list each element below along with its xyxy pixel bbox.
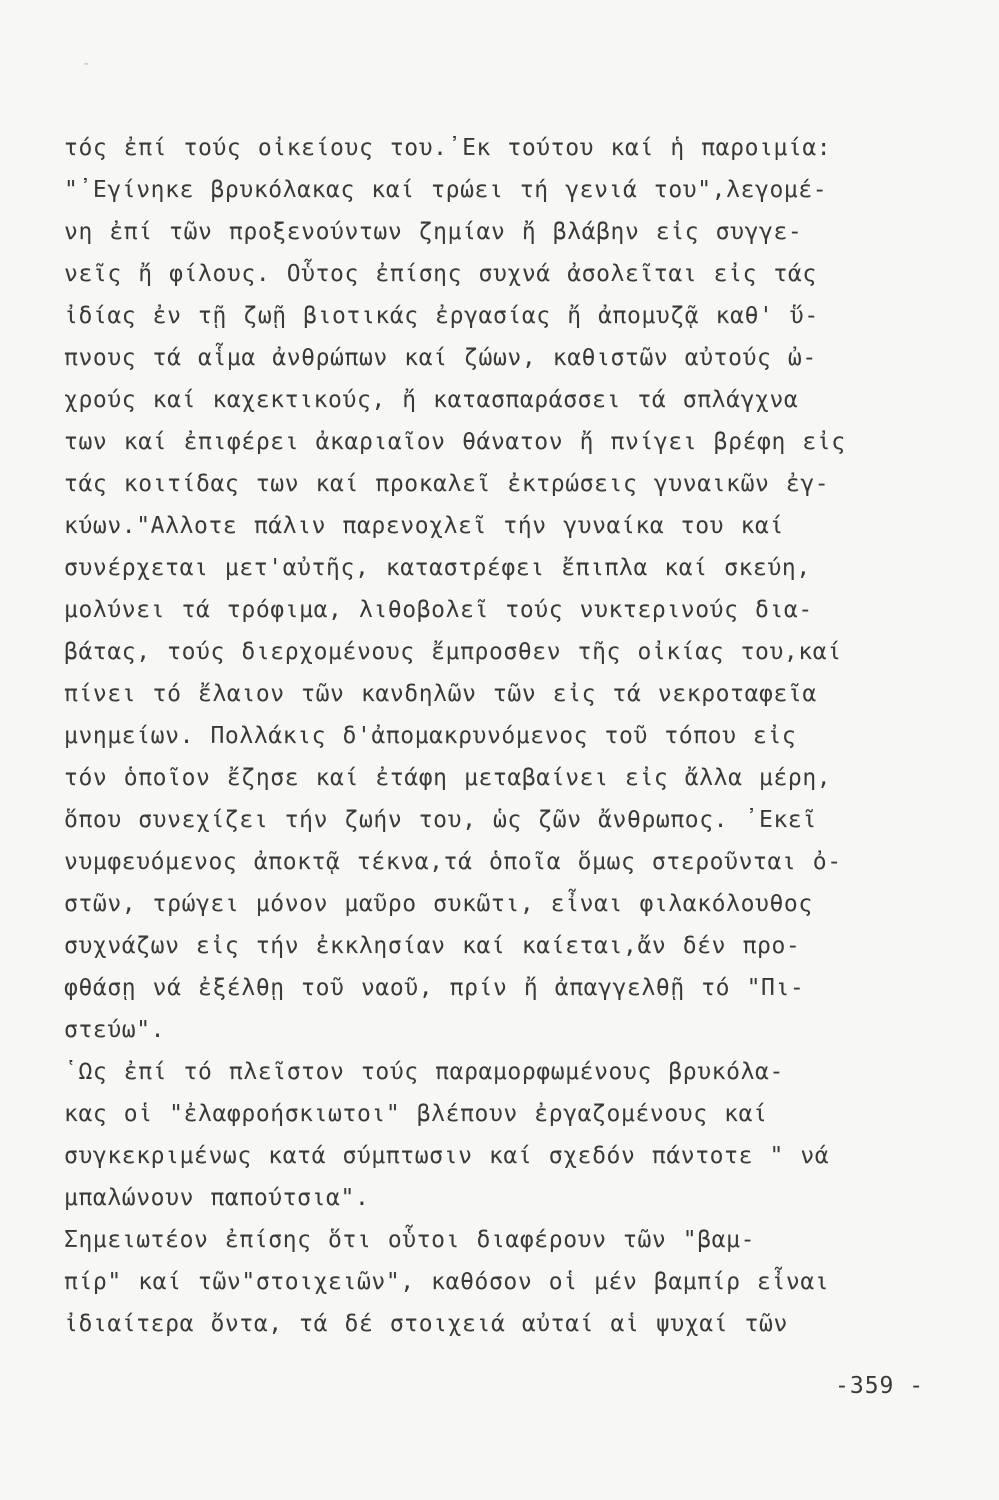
text-line: ὅπου συνεχίζει τήν ζωήν του, ὡς ζῶν ἄνθρωπος. ᾿Εκεῖ (64, 807, 817, 833)
text-line: πνους τά αἷμα ἀνθρώπων καί ζώων, καθιστῶν αὐτούς ὠ- (64, 345, 817, 371)
text-line: βάτας, τούς διερχομένους ἔμπροσθεν τῆς οἰκίας του,καί (64, 639, 842, 665)
text-line: των καί ἐπιφέρει ἀκαριαῖον θάνατον ἤ πνίγει βρέφη εἰς (64, 429, 846, 455)
text-line: νη ἐπί τῶν προξενούντων ζημίαν ἤ βλάβην εἰς συγγε- (64, 219, 803, 245)
text-line: ῾Ως ἐπί τό πλεῖστον τούς παραμορφωμένους βρυκόλα- (64, 1059, 784, 1085)
page-number: -359 - (835, 1373, 925, 1399)
text-line: πίνει τό ἔλαιον τῶν κανδηλῶν τῶν εἰς τά νεκροταφεῖα (64, 681, 817, 707)
text-line: στῶν, τρώγει μόνον μαῦρο συκῶτι, εἶναι φιλακόλουθος (64, 891, 813, 917)
body-text (64, 127, 954, 1345)
scan-mark: - (82, 56, 91, 72)
text-line: ἰδίας ἐν τῇ ζωῇ βιοτικάς ἐργασίας ἤ ἀπομυζᾷ καθ' ὕ- (64, 303, 819, 329)
text-line: ἰδιαίτερα ὄντα, τά δέ στοιχειά αὐταί αἱ ψυχαί τῶν (64, 1311, 788, 1337)
text-line: χρούς καί καχεκτικούς, ἤ κατασπαράσσει τά σπλάγχνα (64, 387, 799, 413)
text-line: "᾿Εγίνηκε βρυκόλακας καί τρώει τή γενιά του",λεγομέ- (64, 177, 828, 203)
text-line: πίρ" καί τῶν"στοιχειῶν", καθόσον οἱ μέν βαμπίρ εἶναι (64, 1269, 830, 1295)
text-line: τός ἐπί τούς οἰκείους του.᾿Εκ τούτου καί ἡ παροιμία: (64, 135, 832, 161)
text-line: μνημείων. Πολλάκις δ'ἀπομακρυνόμενος τοῦ τόπου εἰς (64, 723, 797, 749)
text-line: νεῖς ἤ φίλους. Οὗτος ἐπίσης συχνά ἀσολεῖται εἰς τάς (64, 261, 817, 287)
text-line: συνέρχεται μετ'αὐτῆς, καταστρέφει ἔπιπλα καί σκεύη, (64, 555, 811, 581)
text-line: συχνάζων εἰς τήν ἐκκλησίαν καί καίεται,ἄν δέν προ- (64, 933, 801, 959)
text-line: τάς κοιτίδας των καί προκαλεῖ ἐκτρώσεις γυναικῶν ἐγ- (64, 471, 830, 497)
text-line: φθάσῃ νά ἐξέλθῃ τοῦ ναοῦ, πρίν ἤ ἀπαγγελθῇ τό "Πι- (64, 975, 805, 1001)
text-line: τόν ὁποῖον ἔζησε καί ἐτάφη μεταβαίνει εἰς ἄλλα μέρη, (64, 765, 832, 791)
text-line: κας οἱ "ἐλαφροήσκιωτοι" βλέπουν ἐργαζομένους καί (64, 1101, 768, 1127)
text-line: συγκεκριμένως κατά σύμπτωσιν καί σχεδόν πάντοτε " νά (64, 1143, 830, 1169)
text-line: στεύω". (64, 1017, 166, 1043)
text-line: Σημειωτέον ἐπίσης ὅτι οὗτοι διαφέρουν τῶν "βαμ- (64, 1227, 756, 1253)
text-line: μολύνει τά τρόφιμα, λιθοβολεῖ τούς νυκτερινούς δια- (64, 597, 813, 623)
text-line: κύων."Αλλοτε πάλιν παρενοχλεῖ τήν γυναίκα του καί (64, 513, 784, 539)
text-line: νυμφευόμενος ἀποκτᾷ τέκνα,τά ὁποῖα ὅμως στεροῦνται ὀ- (64, 849, 842, 875)
text-line: μπαλώνουν παπούτσια". (64, 1185, 370, 1211)
